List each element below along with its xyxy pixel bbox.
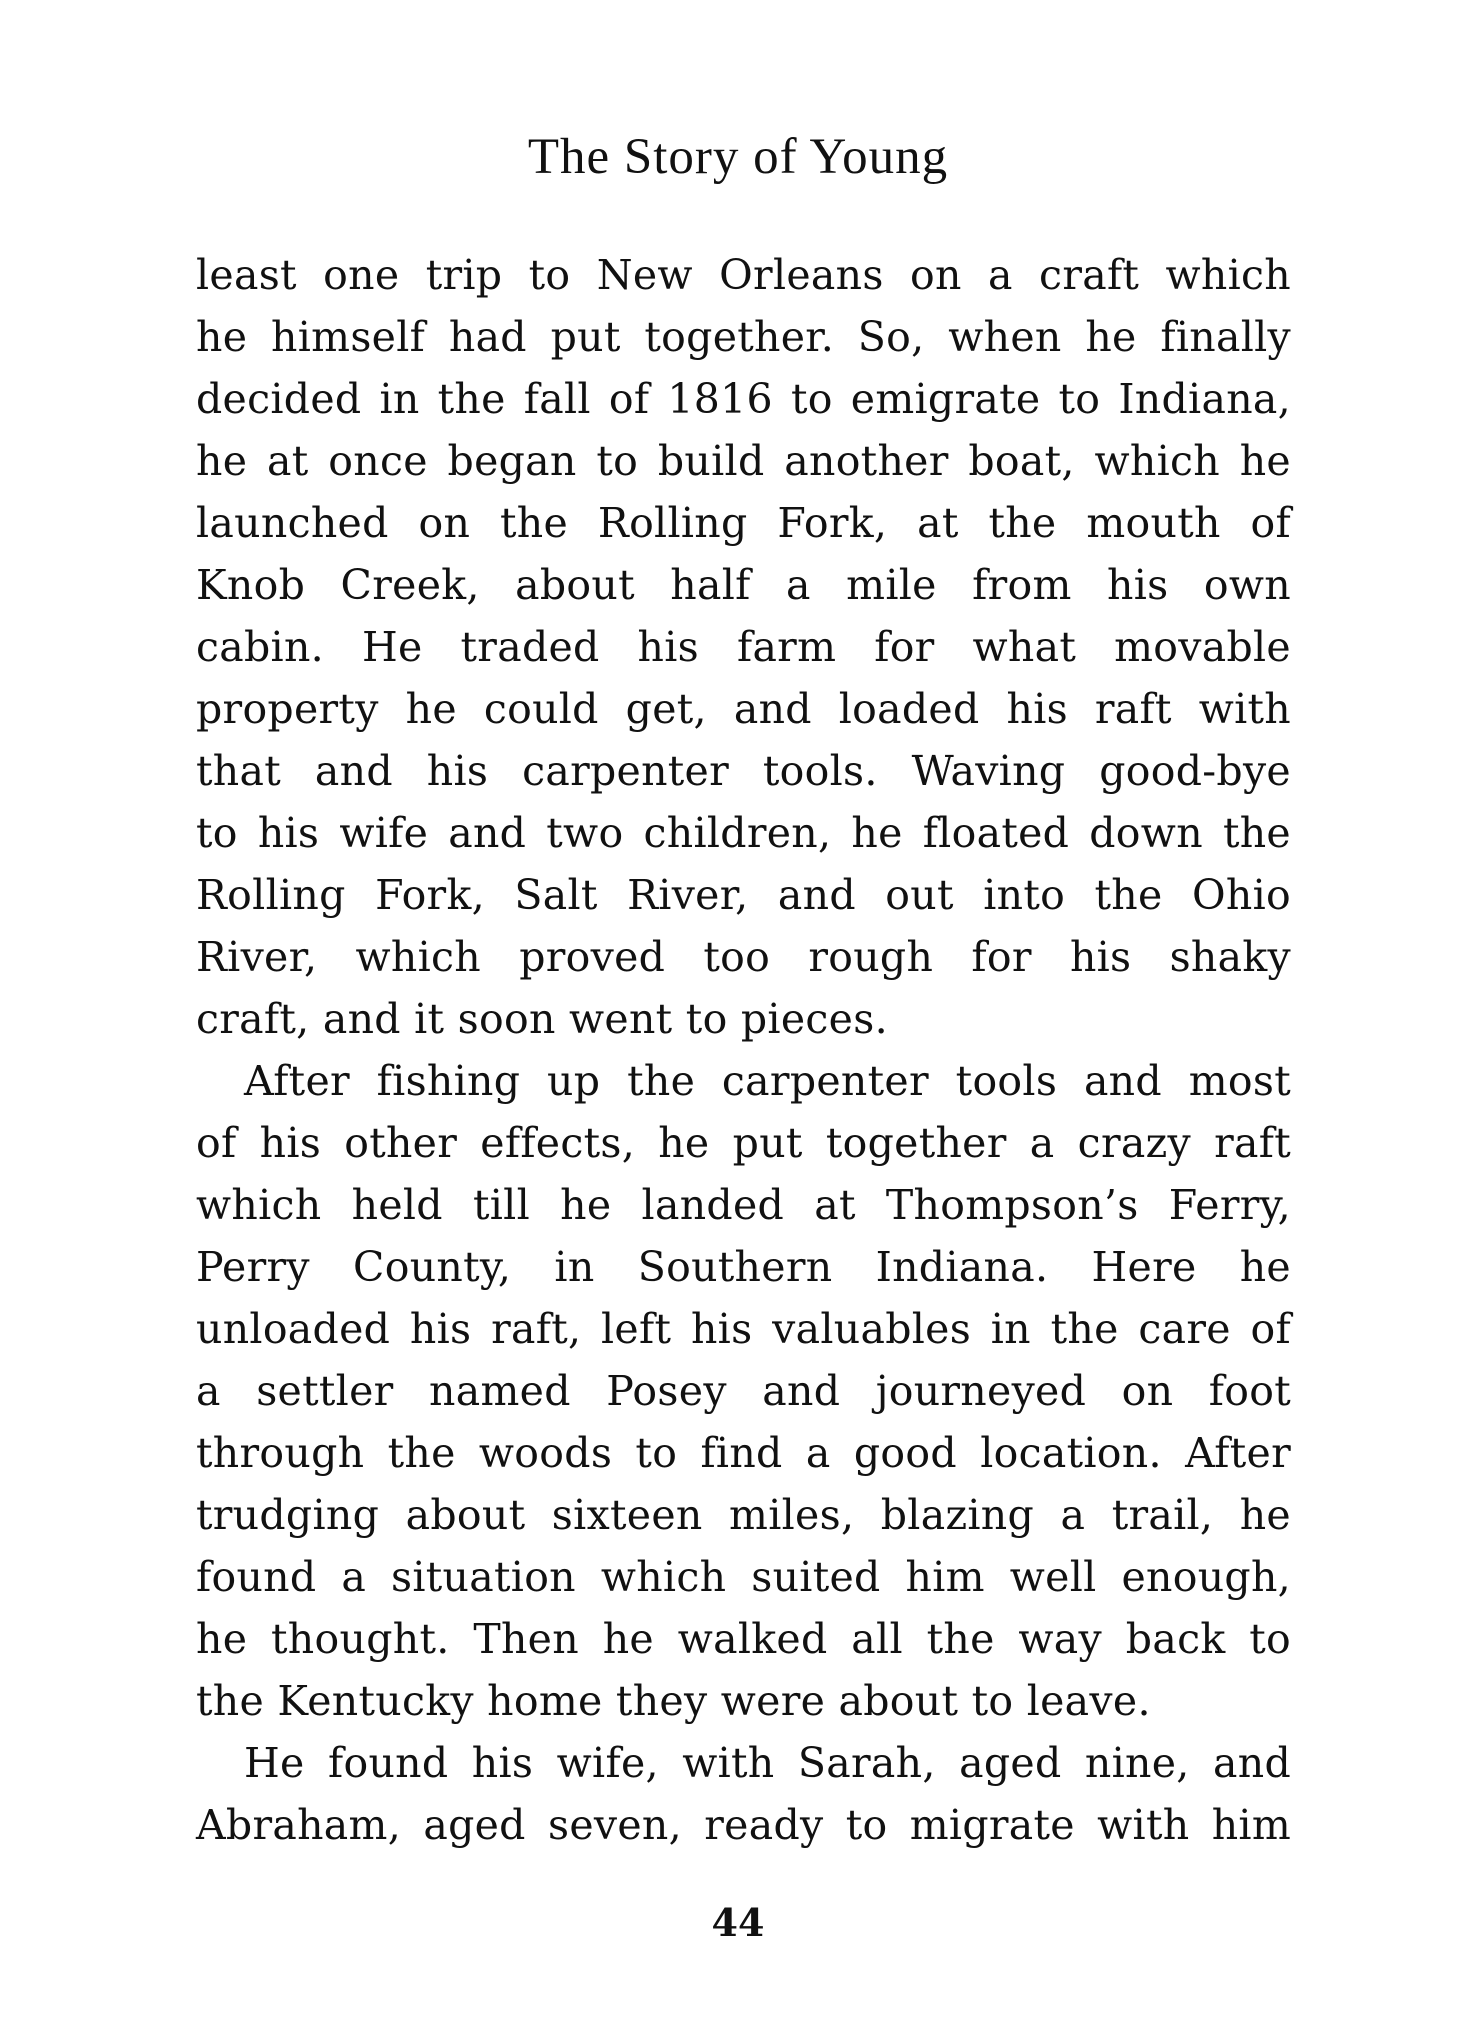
text-line: launched on the Rolling Fork, at the mouth of bbox=[196, 499, 1291, 547]
text-line: property he could get, and loaded his raft with bbox=[196, 685, 1291, 733]
text-line: He found his wife, with Sarah, aged nine, and bbox=[244, 1739, 1291, 1787]
paragraph bbox=[196, 1732, 1291, 1856]
text-line: unloaded his raft, left his valuables in the care of bbox=[196, 1305, 1291, 1353]
page-number: 44 bbox=[711, 1900, 765, 1945]
text-line: he himself had put together. So, when he finally bbox=[196, 313, 1291, 361]
text-line: Rolling Fork, Salt River, and out into the Ohio bbox=[196, 871, 1291, 919]
text-line: the Kentucky home they were about to leave. bbox=[196, 1677, 1151, 1725]
text-line: decided in the fall of 1816 to emigrate to Indiana, bbox=[196, 375, 1291, 423]
text-line: After fishing up the carpenter tools and most bbox=[244, 1057, 1291, 1105]
text-line: to his wife and two children, he floated down the bbox=[196, 809, 1291, 857]
text-line: Perry County, in Southern Indiana. Here he bbox=[196, 1243, 1291, 1291]
text-line: cabin. He traded his farm for what movable bbox=[196, 623, 1291, 671]
text-line: Knob Creek, about half a mile from his own bbox=[196, 561, 1291, 609]
text-line: which held till he landed at Thompson’s Ferry, bbox=[196, 1181, 1291, 1229]
text-line: he thought. Then he walked all the way back to bbox=[196, 1615, 1291, 1663]
body-text bbox=[196, 244, 1291, 1856]
running-head: The Story of Young bbox=[527, 129, 949, 185]
paragraph bbox=[196, 244, 1291, 1050]
text-line: least one trip to New Orleans on a craft which bbox=[196, 251, 1291, 299]
text-line: of his other effects, he put together a crazy raft bbox=[196, 1119, 1291, 1167]
text-line: Abraham, aged seven, ready to migrate with him bbox=[196, 1801, 1291, 1849]
text-line: a settler named Posey and journeyed on foot bbox=[196, 1367, 1291, 1415]
text-line: found a situation which suited him well enough, bbox=[196, 1553, 1291, 1601]
text-line: he at once began to build another boat, which he bbox=[196, 437, 1291, 485]
text-line: trudging about sixteen miles, blazing a trail, he bbox=[196, 1491, 1291, 1539]
text-line: that and his carpenter tools. Waving good-bye bbox=[196, 747, 1291, 795]
text-line: craft, and it soon went to pieces. bbox=[196, 995, 888, 1043]
text-line: River, which proved too rough for his shaky bbox=[196, 933, 1291, 981]
text-line: through the woods to find a good location. After bbox=[196, 1429, 1291, 1477]
paragraph bbox=[196, 1050, 1291, 1732]
